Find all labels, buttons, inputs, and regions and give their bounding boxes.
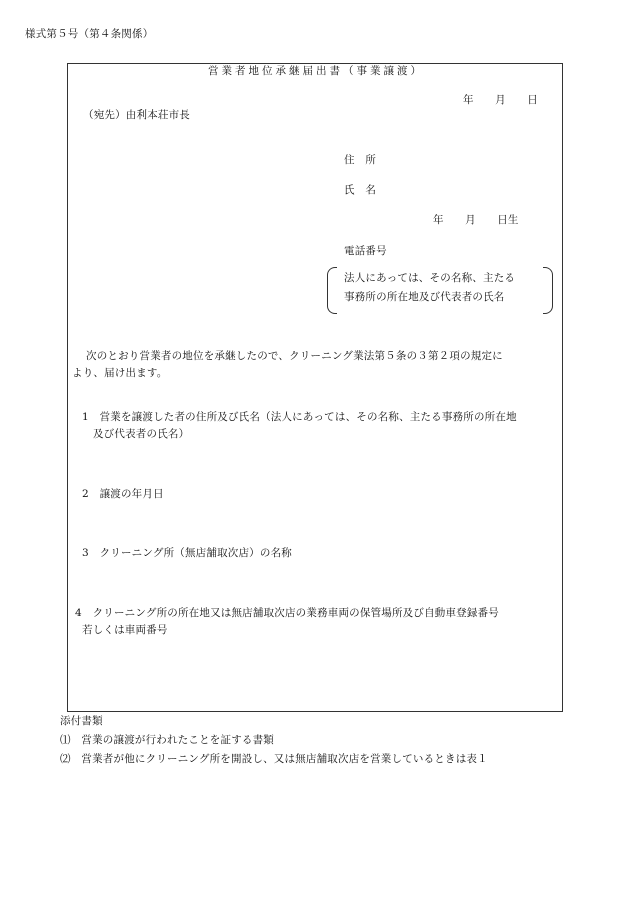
body-text-line-1: 次のとおり営業者の地位を承継したので、クリーニング業法第５条の３第２項の規定に <box>86 350 503 362</box>
item-1-line-2: 及び代表者の氏名） <box>93 428 190 440</box>
left-bracket <box>327 267 337 314</box>
item-1-line-1: 1 営業を譲渡した者の住所及び氏名（法人にあっては、その名称、主たる事務所の所在地 <box>82 411 517 423</box>
corporate-note-line-1: 法人にあっては、その名称、主たる <box>344 272 516 284</box>
name-label: 氏 名 <box>344 184 377 196</box>
submission-date: 年 月 日 <box>463 94 538 106</box>
addressee: （宛先）由利本荘市長 <box>83 109 190 121</box>
right-bracket <box>543 267 553 314</box>
phone-label: 電話番号 <box>344 245 387 257</box>
address-label: 住 所 <box>344 154 377 166</box>
item-2: 2 譲渡の年月日 <box>82 488 164 500</box>
body-text-line-2: より、届け出ます。 <box>72 367 168 379</box>
attachments-heading: 添付書類 <box>60 715 103 727</box>
form-title: 営業者地位承継届出書（事業譲渡） <box>208 65 424 77</box>
form-number: 様式第５号（第４条関係） <box>25 28 154 40</box>
item-4-line-1: 4 クリーニング所の所在地又は無店舗取次店の業務車両の保管場所及び自動車登録番号 <box>75 607 499 619</box>
item-4-line-2: 若しくは車両番号 <box>82 624 168 636</box>
birth-date: 年 月 日生 <box>433 214 519 226</box>
attachment-item-2: ⑵ 営業者が他にクリーニング所を開設し、又は無店舗取次店を営業しているときは表１ <box>60 753 488 765</box>
item-3: 3 クリーニング所（無店舗取次店）の名称 <box>82 547 292 559</box>
attachment-item-1: ⑴ 営業の譲渡が行われたことを証する書類 <box>60 734 274 746</box>
corporate-note-line-2: 事務所の所在地及び代表者の氏名 <box>344 291 505 303</box>
